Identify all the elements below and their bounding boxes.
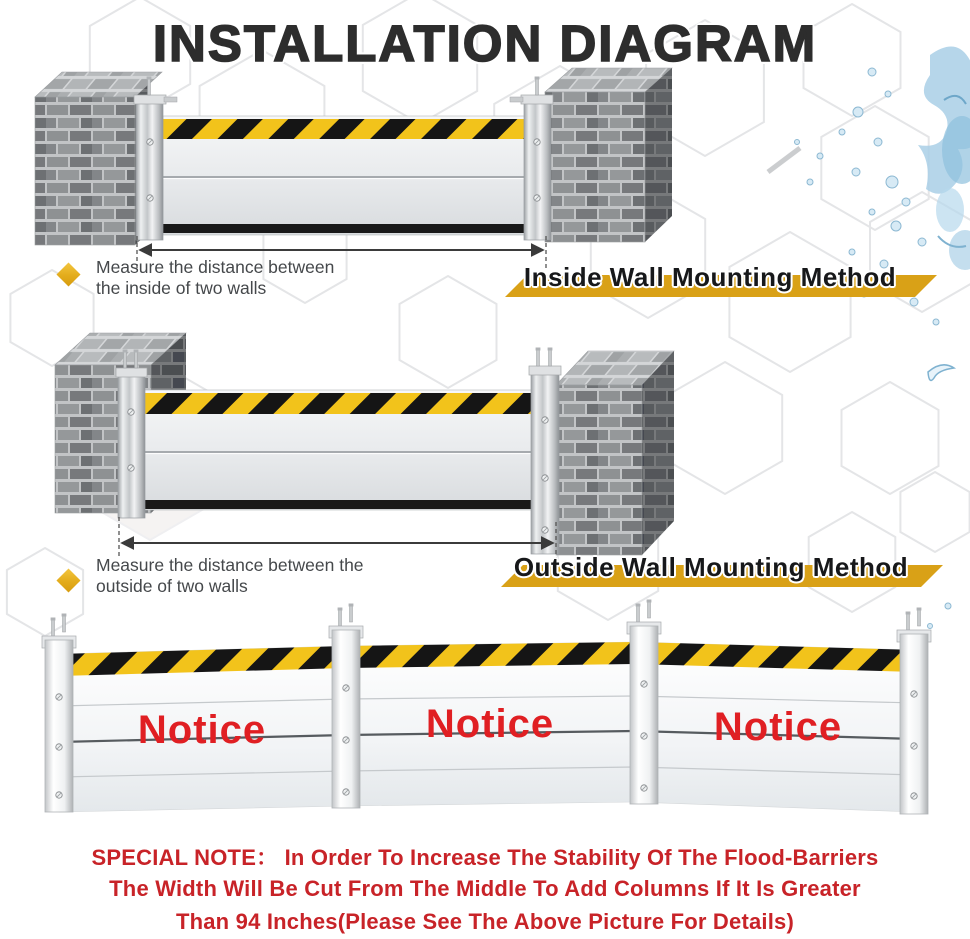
hexagon-tile — [842, 382, 939, 494]
diagram-inside-graphic — [35, 68, 672, 268]
barrier-post — [627, 600, 661, 805]
barrier-post — [329, 604, 363, 809]
measure-note-inside — [96, 257, 376, 300]
hexagon-tile — [729, 232, 850, 372]
hexagon-tile — [668, 362, 782, 494]
diagram-outside-graphic — [55, 333, 674, 578]
banner-outside-label: Outside Wall Mounting Method — [513, 552, 909, 582]
barrier-post — [42, 614, 76, 813]
hexagon-tile — [900, 472, 969, 552]
water-splash-icon — [918, 46, 970, 380]
barrier-post — [897, 608, 931, 815]
measure-note-outside-line1: Measure the distance between the — [96, 555, 364, 575]
banner-outside-wall-mounting — [488, 554, 934, 590]
right-brick-pillar — [556, 351, 674, 555]
notice-label-2: Notice — [425, 702, 555, 746]
measure-note-inside-line1: Measure the distance between — [96, 257, 335, 277]
hexagon-tile — [7, 548, 83, 636]
measure-note-outside — [96, 555, 406, 598]
banner-inside-wall-mounting — [492, 264, 928, 300]
right-brick-pillar — [545, 68, 672, 242]
special-note-line1: SPECIAL NOTE： In Order To Increase The Stability Of The Flood-Barriers — [91, 845, 879, 870]
notice-label-3: Notice — [713, 705, 843, 749]
notice-label-1: Notice — [137, 708, 267, 752]
hexagon-bevel-accent — [768, 148, 803, 176]
measure-note-outside-line2: outside of two walls — [96, 576, 248, 597]
special-note-line2: The Width Will Be Cut From The Middle To Add Columns If It Is Greater — [109, 876, 861, 901]
special-note-line3: Than 94 Inches(Please See The Above Picture For Details) — [175, 909, 795, 934]
page-title: INSTALLATION DIAGRAM — [152, 15, 818, 72]
flood-barrier-inside — [134, 77, 553, 241]
measure-note-inside-line2: the inside of two walls — [96, 278, 267, 299]
banner-inside-label: Inside Wall Mounting Method — [523, 262, 897, 292]
hexagon-tile — [400, 276, 497, 388]
